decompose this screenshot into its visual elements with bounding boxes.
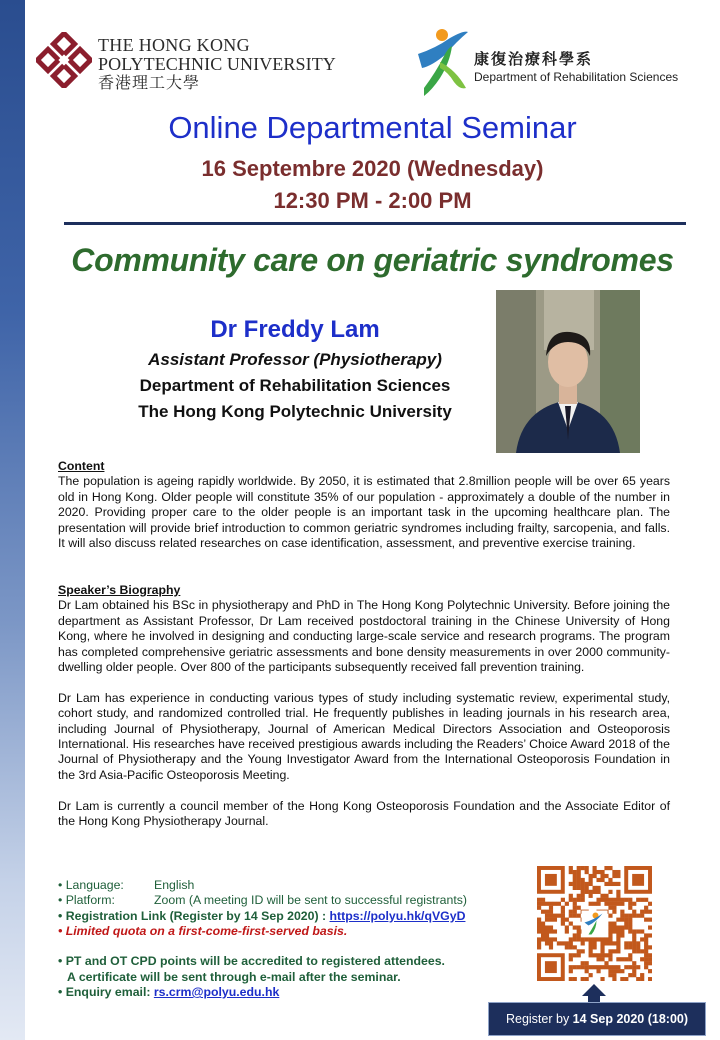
- info-platform: [58, 893, 528, 908]
- header-divider: [64, 222, 686, 225]
- info-registration-label: • Registration Link (Register by 14 Sep 2020) :: [58, 908, 330, 923]
- biography-paragraph-2: Dr Lam has experience in conducting various types of study including systematic review, experimental study, cohort study, and randomized controlled trial. He frequently publishes in leading journals in his research area, including Journal of Physiotherapy, Journal of American Medical Directors Association and Osteoporosis International. His researches have received prestigious awards including the Readers’ Choice Award 2018 of the Journal of Physiotherapy and the Young Investigator Award from the International Osteoporosis Foundation in the 3rd Asia-Pacific Osteoporosis Meeting.: [58, 690, 670, 782]
- enquiry-email-link[interactable]: rs.crm@polyu.edu.hk: [153, 985, 280, 1000]
- content-heading: Content: [58, 459, 105, 473]
- content-text: The population is ageing rapidly worldwide. By 2050, it is estimated that 2.8million people will be over 65 years old in Hong Kong. Older people will constitute 35% of our population - approximately a double of the number in 2020. Providing proper care to the older people is an important task in the upcoming healthcare plan. The presentation will provide brief introduction to common geriatric syndromes including frailty, sarcopenia, and falls. It will also discuss related researches on case identification, assessment, and preventive exercise training.: [58, 474, 670, 551]
- info-language: [58, 878, 528, 893]
- info-platform-label: • Platform:: [58, 893, 115, 908]
- speaker-department: Department of Rehabilitation Sciences: [139, 376, 451, 395]
- left-gradient-bar: [0, 0, 25, 1040]
- biography-paragraph-3: Dr Lam is currently a council member of the Hong Kong Osteoporosis Foundation and the Associate Editor of the Hong Kong Physiotherapy Journal.: [58, 798, 670, 829]
- seminar-date: 16 Septembre 2020 (Wednesday): [201, 156, 544, 181]
- speaker-name: Dr Freddy Lam: [210, 316, 380, 343]
- polyu-logo: [36, 32, 336, 96]
- register-by-date: 14 Sep 2020 (18:00): [572, 1012, 689, 1026]
- info-platform-value: Zoom (A meeting ID will be sent to successful registrants): [154, 893, 468, 908]
- polyu-logo-text: [98, 36, 336, 93]
- polyu-logo-line2: POLYTECHNIC UNIVERSITY: [98, 54, 336, 74]
- info-language-value: English: [154, 878, 195, 892]
- register-by-prefix: Register by: [505, 1012, 573, 1026]
- polyu-logo-line3: 香港理工大學: [98, 75, 201, 92]
- info-spacer: [58, 939, 528, 954]
- rehab-sciences-logo-mark-icon: [410, 26, 472, 100]
- info-cpd: • PT and OT CPD points will be accredited to registered attendees.: [58, 954, 445, 969]
- seminar-title: Online Departmental Seminar: [168, 110, 577, 145]
- register-by-box: [488, 1002, 706, 1036]
- seminar-time: 12:30 PM - 2:00 PM: [273, 188, 472, 213]
- rehab-sciences-logo: [410, 26, 710, 102]
- speaker-title: Assistant Professor (Physiotherapy): [148, 350, 442, 369]
- info-quota: • Limited quota on a first-come-first-served basis.: [58, 923, 348, 938]
- content-section: [58, 459, 670, 551]
- speaker-photo: [496, 290, 640, 453]
- polyu-logo-mark-icon: [36, 32, 92, 88]
- info-registration: [58, 909, 528, 924]
- event-info-list: [58, 878, 528, 1000]
- info-enquiry-label: • Enquiry email:: [58, 985, 154, 1000]
- info-language-label: • Language:: [58, 878, 124, 892]
- biography-paragraph-1: Dr Lam obtained his BSc in physiotherapy and PhD in The Hong Kong Polytechnic University. Before joining the department as Assistant Professor, Dr Lam received postdoctoral training in the Chinese University of Hong Kong, where he involved in designing and conducting large-scale service and research programs. The program has completed comprehensive geriatric assessments and bone density measurements in over 2000 community-dwelling older people. Over 800 of the participants subsequently received fall prevention training.: [58, 598, 670, 675]
- biography-heading: Speaker’s Biography: [58, 583, 181, 597]
- info-certificate: A certificate will be sent through e-mail after the seminar.: [67, 969, 401, 984]
- qr-code-pattern: [537, 866, 652, 981]
- info-enquiry: [58, 985, 528, 1000]
- speaker-photo-illustration: [496, 290, 640, 453]
- biography-section: [58, 583, 670, 829]
- speaker-university: The Hong Kong Polytechnic University: [138, 402, 452, 421]
- registration-qr-code[interactable]: [537, 866, 652, 981]
- rehab-sciences-chinese-name: 康復治療科學系: [474, 51, 594, 68]
- seminar-topic: Community care on geriatric syndromes: [71, 242, 674, 278]
- registration-link[interactable]: https://polyu.hk/qVGyD: [329, 908, 466, 923]
- rehab-sciences-english-name: Department of Rehabilitation Sciences: [474, 70, 679, 84]
- polyu-logo-line1: THE HONG KONG: [98, 35, 250, 55]
